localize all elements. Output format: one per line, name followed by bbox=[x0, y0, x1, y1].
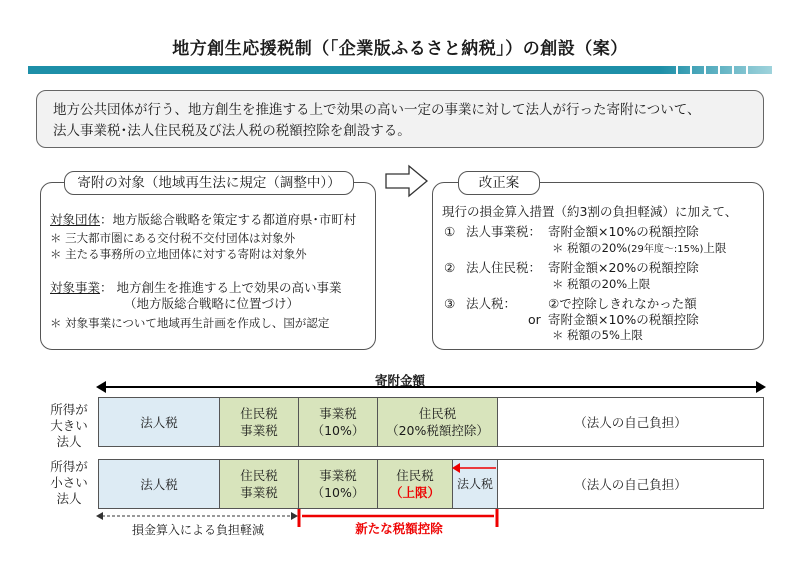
page-title: 地方創生応援税制（「企業版ふるさと納税」）の創設（案） bbox=[172, 39, 628, 59]
row1-resident-business: 住民税 事業税 bbox=[219, 397, 299, 447]
target-project-label: 対象事業 bbox=[50, 280, 101, 295]
row2-resident-business: 住民税 事業税 bbox=[219, 459, 299, 509]
row1-label: 所得が大きい法人 bbox=[50, 402, 88, 449]
item1-note-a: ＊ 税額の20% bbox=[552, 241, 628, 255]
target-org-text: ：地方版総合戦略を策定する都道府県･市町村 bbox=[100, 212, 357, 227]
item3-text-2: 寄附金額×10%の税額控除 bbox=[548, 312, 699, 327]
band-divider bbox=[746, 66, 748, 74]
row2-business-tax: 事業税 （10%） bbox=[298, 459, 378, 509]
target-project-text: ： 地方創生を推進する上で効果の高い事業 bbox=[100, 280, 342, 295]
summary-line-2: 法人事業税･法人住民税及び法人税の税額控除を創設する。 bbox=[53, 123, 411, 139]
row2-self-burden: （法人の自己負担） bbox=[497, 459, 764, 509]
target-project-row bbox=[50, 279, 342, 296]
row1-business-tax: 事業税 （10%） bbox=[298, 397, 378, 447]
item1-note-b: (29年度～:15%) bbox=[627, 244, 704, 255]
band-divider bbox=[718, 66, 720, 74]
right-arrow-icon bbox=[385, 164, 429, 198]
summary-box bbox=[36, 90, 764, 148]
row2-corp-tax-small: 法人税 bbox=[452, 459, 498, 509]
item1-text: 寄附金額×10%の税額控除 bbox=[548, 224, 699, 239]
band-divider bbox=[732, 66, 734, 74]
item3-number: ③ bbox=[444, 296, 456, 311]
item3-text: ②で控除しきれなかった額 bbox=[548, 296, 697, 311]
target-org-note-2: ＊ 主たる事務所の立地団体に対する寄附は対象外 bbox=[50, 247, 307, 261]
row1-resident-tax: 住民税 （20%税額控除） bbox=[377, 397, 498, 447]
target-org-note-1: ＊ 三大都市圏にある交付税不交付団体は対象外 bbox=[50, 231, 296, 245]
row1-corp-tax: 法人税 bbox=[98, 397, 220, 447]
title-band bbox=[28, 66, 772, 74]
revision-title: 改正案 bbox=[458, 171, 540, 195]
summary-line-1: 地方公共団体が行う、地方創生を推進する上で効果の高い一定の事業に対して法人が行った寄附について、 bbox=[53, 102, 701, 118]
row2-resident-tax-cap bbox=[377, 459, 453, 509]
item2-label: 法人住民税： bbox=[466, 260, 542, 275]
target-org-row bbox=[50, 211, 356, 228]
row1-self-burden: （法人の自己負担） bbox=[497, 397, 764, 447]
item1-row bbox=[444, 223, 455, 240]
donation-amount-arrow bbox=[96, 380, 766, 394]
item2-number: ② bbox=[444, 260, 456, 275]
item1-number: ① bbox=[444, 224, 456, 239]
row2-label: 所得が小さい法人 bbox=[50, 459, 88, 506]
loss-deduction-label: 損金算入による負担軽減 bbox=[131, 523, 264, 537]
item2-text: 寄附金額×20%の税額控除 bbox=[548, 260, 699, 275]
band-divider bbox=[704, 66, 706, 74]
item1-note-c: 上限 bbox=[703, 241, 727, 255]
donation-amount-label: 寄附金額 bbox=[374, 373, 425, 388]
item2-note: ＊ 税額の20%上限 bbox=[552, 277, 651, 291]
donation-target-title: 寄附の対象（地域再生法に規定（調整中）） bbox=[64, 171, 354, 195]
target-project-sub: （地方版総合戦略に位置づけ） bbox=[124, 296, 300, 311]
target-org-label: 対象団体 bbox=[50, 212, 101, 227]
band-divider bbox=[690, 66, 692, 74]
revision-intro: 現行の損金算入措置（約3割の負担軽減）に加えて、 bbox=[442, 204, 738, 219]
new-credit-label: 新たな税額控除 bbox=[355, 521, 443, 536]
item1-note bbox=[552, 240, 726, 258]
item3-label: 法人税： bbox=[466, 296, 517, 311]
target-project-note: ＊ 対象事業について地域再生計画を作成し、国が認定 bbox=[50, 316, 330, 330]
row2-cap-label: （上限） bbox=[389, 485, 440, 500]
red-left-arrow-icon bbox=[452, 462, 498, 474]
band-divider bbox=[676, 66, 678, 74]
item3-note: ＊ 税額の5%上限 bbox=[552, 328, 643, 342]
row2-corp-tax: 法人税 bbox=[98, 459, 220, 509]
row2-resident-tax-label: 住民税 bbox=[396, 468, 434, 483]
item3-or: or bbox=[528, 312, 541, 327]
item1-label: 法人事業税： bbox=[466, 224, 542, 239]
